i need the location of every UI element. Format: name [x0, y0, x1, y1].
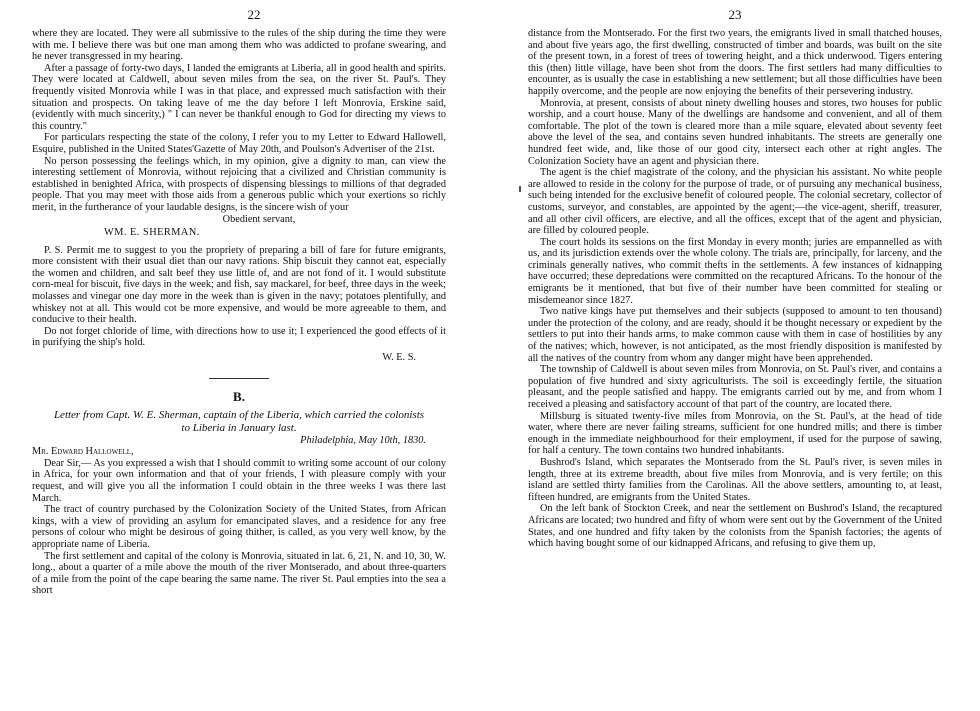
appendix-letter: B. [233, 388, 245, 404]
letter-paragraph: The tract of country purchased by the Colonization Society of the United States, from African kings, with a view of providing an asylum for emancipated slaves, and a residence for any free persons of colour who might be desirous of going thither, is called, as you very well know, by the appropriate name of Liberia. [32, 504, 446, 550]
right-page-text [528, 28, 942, 550]
paragraph: Millsburg is situated twenty-five miles from Monrovia, on the St. Paul's, at the head of tide water, where there are never failing streams, sufficient for one hundred mills; and there is timber enough in the immediate neighbourhood for their employment, if used for the purpose of sawing, for half a century. The town contains two hundred inhabitants. [528, 410, 942, 457]
left-page-text [32, 28, 446, 597]
paragraph: Two native kings have put themselves and their subjects (supposed to amount to ten thousand) under the protection of the colony, and are ready, should it be thought necessary or expedient by the settlers to put into their hands arms, to make common cause with them in case of hostilities by any of the natives; which, however, is not anticipated, as the most friendly disposition is manifested by all the natives of the country from whom any danger might have been apprehended. [528, 306, 942, 364]
paragraph: The township of Caldwell is about seven miles from Monrovia, on St. Paul's river, and contains a population of five hundred and sixty agriculturists. The soil is exceedingly fertile, the situation pleasant, and the people satisfied and happy. The emigrants carried out by me, and from whom I received a pleasing and satisfactory account of that part of the country, are located there. [528, 364, 942, 410]
paragraph: No person possessing the feelings which, in my opinion, give a dignity to man, can view the interesting settlement of Monrovia, without rejoicing that a civilized and Christian community is established in benighted Africa, with prospects of dispensing blessings to millions of that degraded people. That you may meet with those aids from a generous public which your exertions so richly merit, in the furtherance of your laudable designs, is the sincere wish of your [32, 155, 446, 213]
signature: WM. E. SHERMAN. [104, 227, 200, 239]
dateline: Philadelphia, May 10th, 1830. [300, 434, 426, 446]
paragraph: distance from the Montserado. For the first two years, the emigrants lived in small thatched houses, and about five years ago, the first dwelling, constructed of timber and boards, was built on the site of the present town, in a forest of trees of towering height, and a thick underwood. Tigers entering this (then) little village, have been shot from the doors. The first settlers had many difficulties to encounter, as is usually the case in establishing a new settlement; but all those difficulties have been happily overcome, and the people are now enjoying the benefits of their persevering industry. [528, 28, 942, 97]
page-number-left: 22 [247, 7, 261, 22]
section-divider [209, 378, 269, 379]
paragraph: After a passage of forty-two days, I landed the emigrants at Liberia, all in good health and spirits. They were located at Caldwell, about seven miles from the sea, on the river St. Paul's. They frequently visited Monrovia while I was in that place, and expressed much satisfaction with their situation and prospects. On taking leave of me the day before I left Monrovia, Erskine said, (evidently with much sincerity,) " I can never be thankful enough to God for directing my views to this country." [32, 62, 446, 132]
letter-title: Letter from Capt. W. E. Sherman, captain of the Liberia, which carried the colonists to Liberia in January last. [53, 408, 425, 434]
closing: Obedient servant, [222, 213, 296, 225]
paragraph: For particulars respecting the state of the colony, I refer you to my Letter to Edward Hallowell, Esquire, published in the United States'Gazette of May 20th, and Poulson's Advertiser of the 21st. [32, 132, 446, 155]
paragraph: where they are located. They were all submissive to the rules of the ship during the time they were with me. I believe there was but one man among them who was addicted to profane swearing, and he never transgressed in my hearing. [32, 28, 446, 63]
paragraph: Monrovia, at present, consists of about ninety dwelling houses and stores, two houses for public worship, and a court house. Many of the dwellings are handsome and convenient, and all of them comfortable. The plot of the town is cleared more than a mile square, elevated about seventy feet above the level of the sea, and contains seven hundred inhabitants. The streets are generally one hundred feet wide, and, like those of our good city, intersect each other at right angles. The Colonization Society have an agent and physician there. [528, 97, 942, 167]
paragraph: On the left bank of Stockton Creek, and near the settlement on Bushrod's Island, the recaptured Africans are located; two hundred and fifty of whom were sent out by the Government of the United States, and one hundred and fifty taken by the colonists from the Spanish factories; the agents of which having bought some of our kidnapped Africans, and refusing to give them up, [528, 503, 942, 550]
salutation: Mr. Edward Hallowell, [32, 446, 134, 458]
letter-paragraph: Dear Sir,— As you expressed a wish that I should commit to writing some account of our colony in Africa, for your own information and that of your friends, I with pleasure comply with your request, and will give you all the information I could obtain in the three weeks I was there last March. [32, 457, 446, 504]
right-page [490, 0, 980, 711]
paragraph: The agent is the chief magistrate of the colony, and the physician his assistant. No white people are allowed to reside in the colony for the purpose of trade, or of pursuing any mechanical business, such being intended for the exclusive benefit of coloured people. The colonial secretary, collector of customs, surveyor, and constables, are appointed by the agent;—the vice-agent, sheriff, treasurer, and all other civil officers, are elective, and all the offices, except that of the agent and physician, are filled by coloured people. [528, 167, 942, 237]
postscript-paragraph: P. S. Permit me to suggest to you the propriety of preparing a bill of fare for future emigrants, more consistent with their usual diet than our navy rations. Ship biscuit they cannot eat, especially the women and children, and salt beef they use little of, and are not fond of it. I would substitute corn-meal for biscuit, five days in the week; and fish, say mackarel, for beef, three days in the week; molasses and vinegar one day more in the week than is given in the navy; potatoes plentifully, and whiskey not at all. This would cot be more expensive, and would be more agreeable to them, and conducive to their health. [32, 244, 447, 326]
paragraph: The court holds its sessions on the first Monday in every month; juries are empannelled as with us, and its jurisdiction extends over the whole colony. The trials are, principally, for larceny, and the criminals generally natives, who commit thefts in the settlements. A few instances of kidnapping have occurred; these depredations were committed on the recaptured Africans. To the honour of the emigrants be it mentioned, that but five of their number have been committed for stealing or misdemeanor since 1827. [528, 236, 942, 306]
letter-paragraph: The first settlement and capital of the colony is Monrovia, situated in lat. 6, 21, N. and 10, 30, W. long., about a quarter of a mile above the mouth of the river Montserado, and about three-quarters of a mile from the point of the cape bearing the same name. The river St. Paul empties into the sea a short [32, 550, 446, 597]
paragraph: Bushrod's Island, which separates the Montserado from the St. Paul's river, is seven miles in length, three at its extreme breadth, about five miles from Monrovia, and is very fertile; on this island are settled thirty families from the Carolinas. All the above settlers, amounting to, at least, fifteen hundred, are emigrants from the United States. [528, 456, 942, 503]
initials: W. E. S. [382, 352, 416, 364]
postscript-paragraph: Do not forget chloride of lime, with directions how to use it; I experienced the good effects of it in purifying the ship's hold. [32, 325, 446, 349]
page-number-right: 23 [728, 7, 742, 22]
